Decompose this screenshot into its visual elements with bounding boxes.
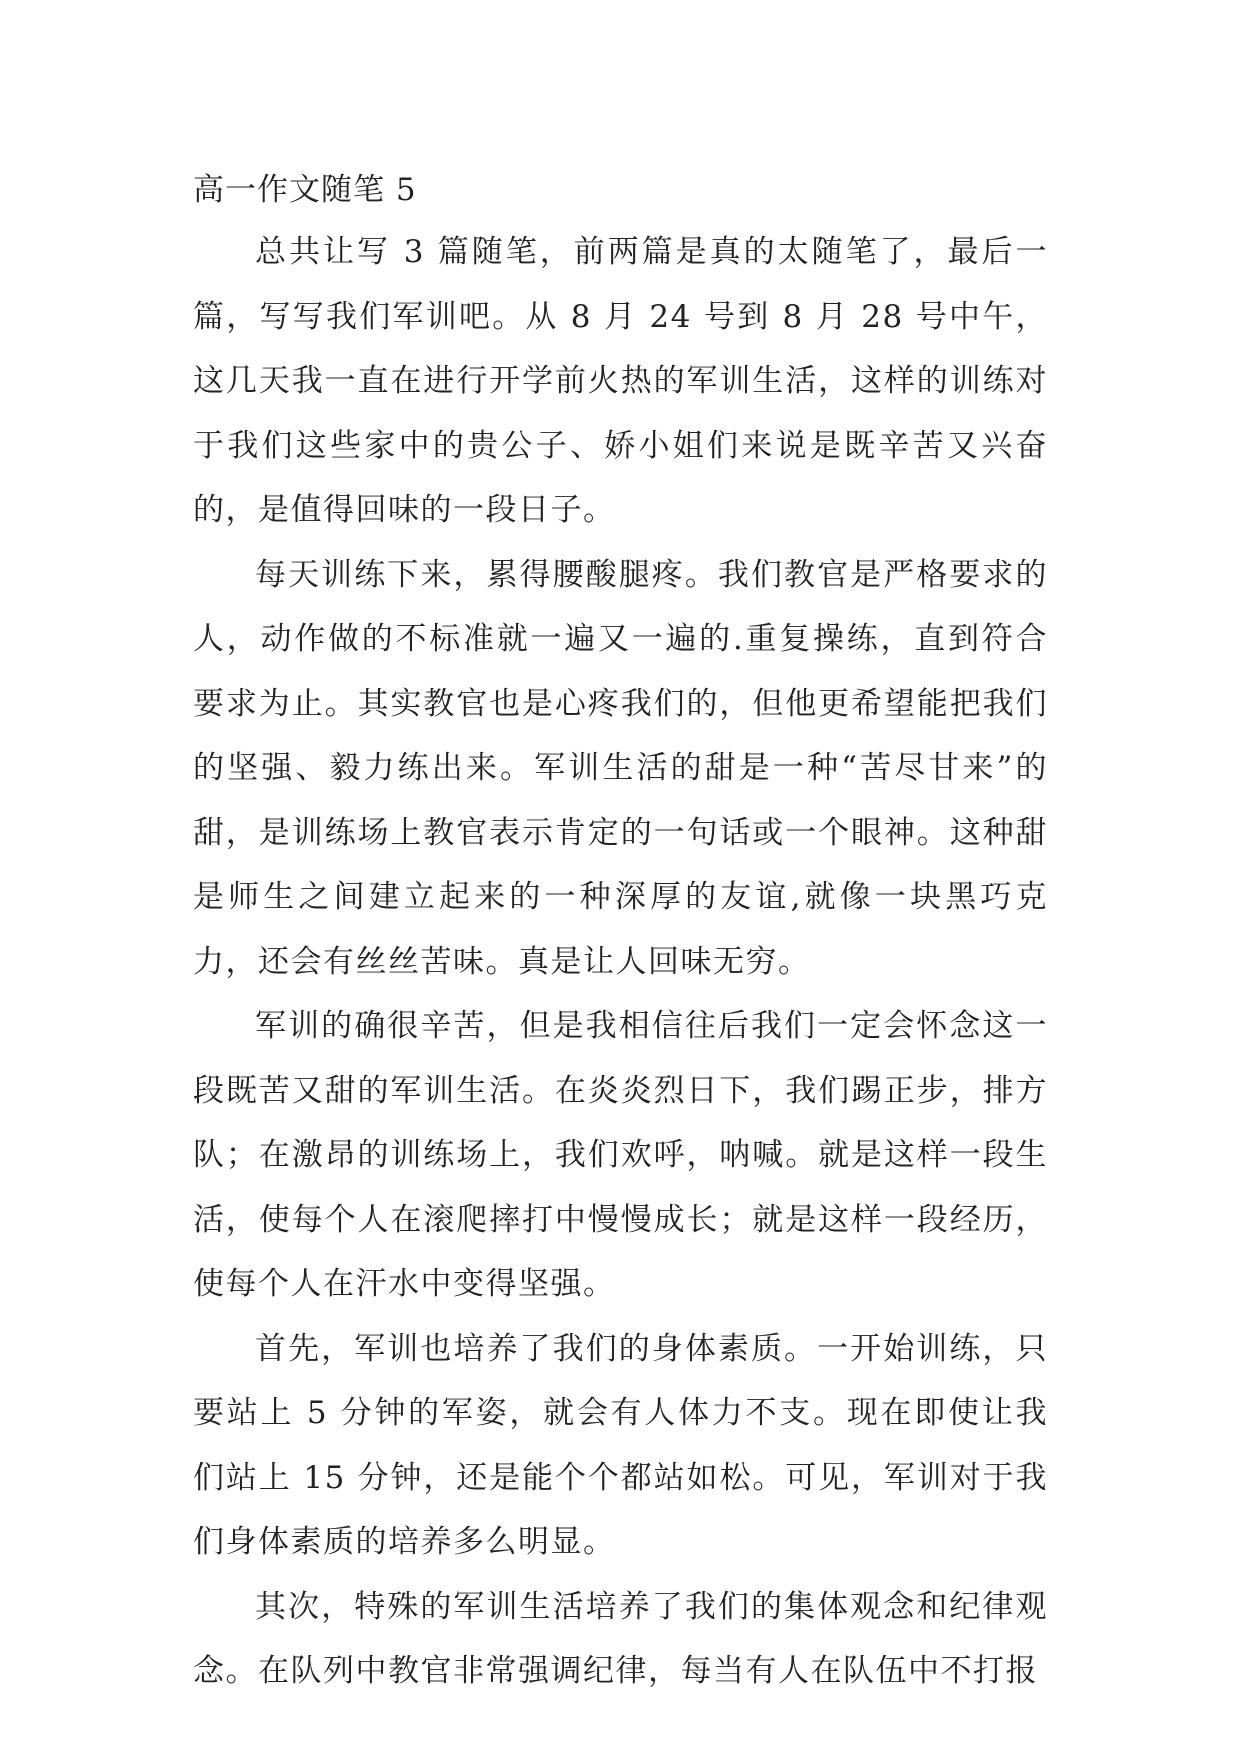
paragraph-4: 首先，军训也培养了我们的身体素质。一开始训练，只要站上 5 分钟的军姿，就会有人体力不支。现在即使让我们站上 15 分钟，还是能个个都站如松。可见，军训对于我们身体素质的培养多么明显。: [193, 1330, 1048, 1560]
document-title: 高一作文随笔 5: [193, 172, 417, 208]
document-page: [193, 160, 1048, 1704]
paragraph-2: 每天训练下来，累得腰酸腿疼。我们教官是严格要求的人，动作做的不标准就一遍又一遍的.重复操练，直到符合要求为止。其实教官也是心疼我们的，但他更希望能把我们的坚强、毅力练出来。军训生活的甜是一种“苦尽甘来”的甜，是训练场上教官表示肯定的一句话或一个眼神。这种甜是师生之间建立起来的一种深厚的友谊,就像一块黑巧克力，还会有丝丝苦味。真是让人回味无穷。: [193, 556, 1048, 980]
paragraph-3: 军训的确很辛苦，但是我相信往后我们一定会怀念这一段既苦又甜的军训生活。在炎炎烈日下，我们踢正步，排方队；在激昂的训练场上，我们欢呼，呐喊。就是这样一段生活，使每个人在滚爬摔打中慢慢成长；就是这样一段经历，使每个人在汗水中变得坚强。: [193, 1008, 1048, 1302]
paragraph-1: 总共让写 3 篇随笔，前两篇是真的太随笔了，最后一篇，写写我们军训吧。从 8 月 24 号到 8 月 28 号中午，这几天我一直在进行开学前火热的军训生活，这样的训练对于我们这些家中的贵公子、娇小姐们来说是既辛苦又兴奋的，是值得回味的一段日子。: [193, 234, 1048, 528]
paragraph-5: 其次，特殊的军训生活培养了我们的集体观念和纪律观念。在队列中教官非常强调纪律，每当有人在队伍中不打报: [193, 1588, 1048, 1689]
